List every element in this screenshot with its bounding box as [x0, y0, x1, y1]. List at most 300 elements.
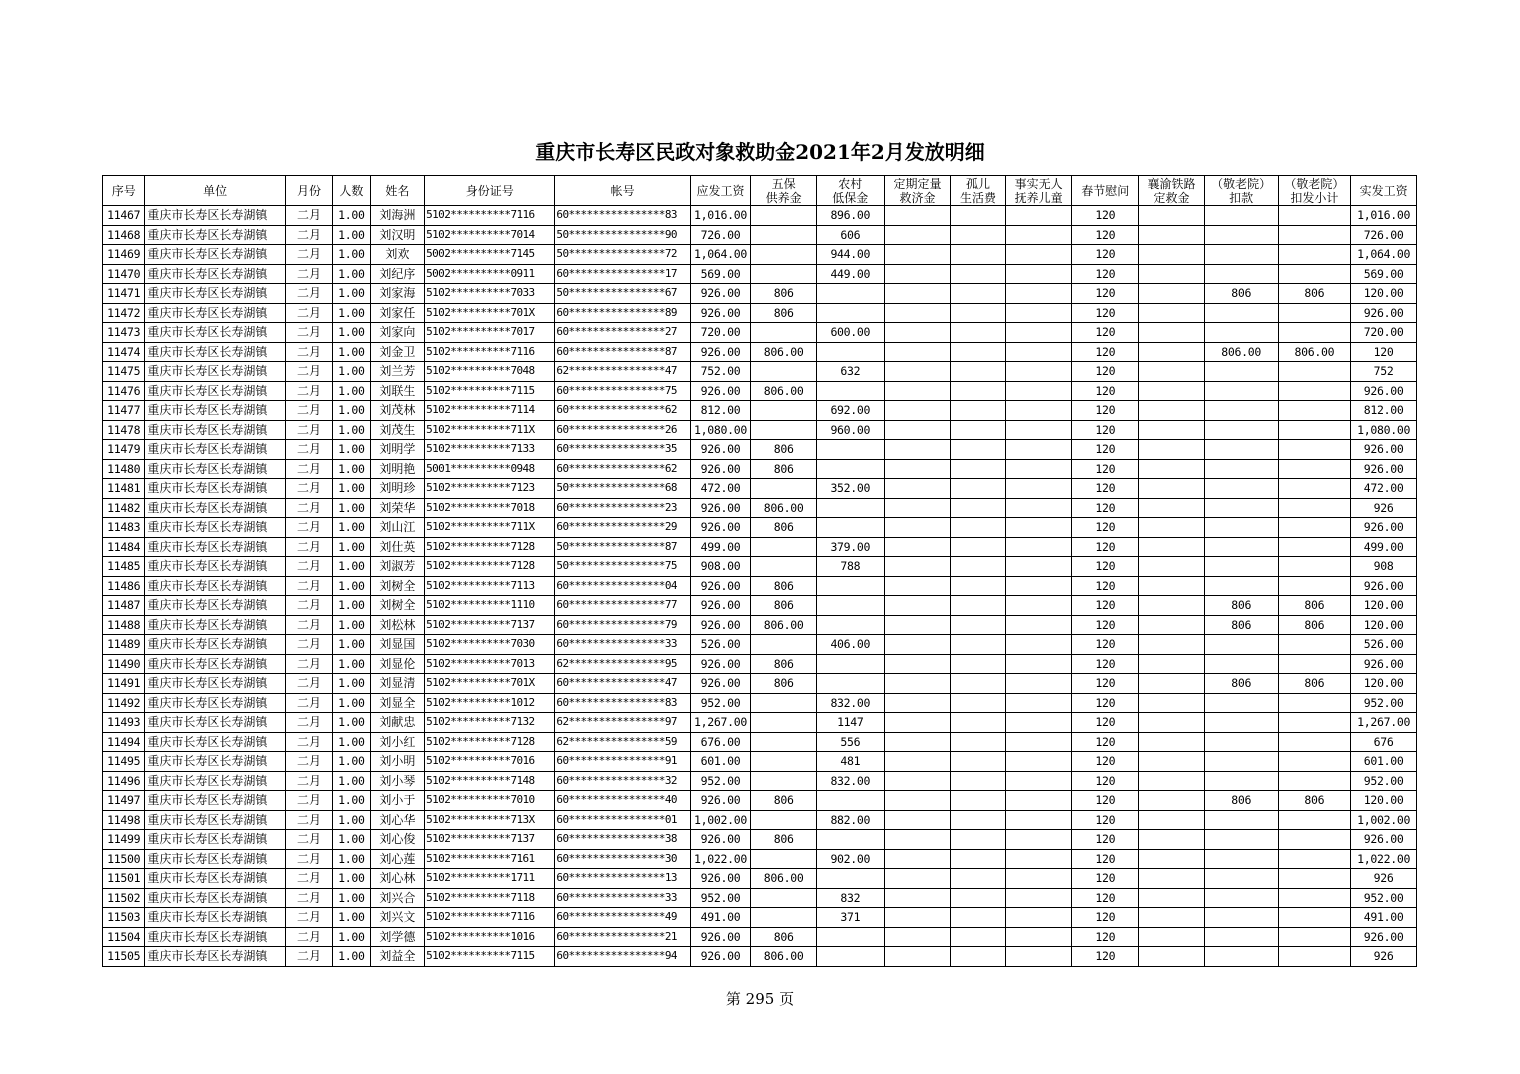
net-pay-cell: 926.00: [1351, 440, 1417, 460]
unsupported-child-cell: [1005, 615, 1072, 635]
month-cell: 二月: [285, 576, 332, 596]
id-number-cell: 5102**********7010: [425, 791, 555, 811]
orphan-cell: [951, 927, 1006, 947]
five-guarantee-cell: 806.00: [751, 615, 817, 635]
orphan-cell: [951, 947, 1006, 967]
name-cell: 刘小红: [370, 732, 425, 752]
id-number-cell: 5102**********7137: [425, 615, 555, 635]
unit-cell: 重庆市长寿区长寿湖镇: [145, 245, 285, 265]
deduction-subtotal-cell: [1278, 752, 1351, 772]
gross-pay-cell: 926.00: [690, 830, 751, 850]
five-guarantee-cell: [751, 732, 817, 752]
rural-minimum-cell: [816, 459, 884, 479]
name-cell: 刘小明: [370, 752, 425, 772]
unsupported-child-cell: [1005, 635, 1072, 655]
seq-cell: 11505: [103, 947, 145, 967]
five-guarantee-cell: [751, 557, 817, 577]
orphan-cell: [951, 908, 1006, 928]
five-guarantee-cell: [751, 849, 817, 869]
gross-pay-cell: 952.00: [690, 771, 751, 791]
count-cell: 1.00: [333, 479, 370, 499]
five-guarantee-cell: [751, 537, 817, 557]
name-cell: 刘学德: [370, 927, 425, 947]
five-guarantee-cell: [751, 401, 817, 421]
orphan-cell: [951, 518, 1006, 538]
net-pay-cell: 952.00: [1351, 771, 1417, 791]
unit-cell: 重庆市长寿区长寿湖镇: [145, 401, 285, 421]
id-number-cell: 5102**********7013: [425, 654, 555, 674]
deduction-cell: 806: [1204, 284, 1278, 304]
month-cell: 二月: [285, 596, 332, 616]
railway-relief-cell: [1139, 323, 1205, 343]
name-cell: 刘显伦: [370, 654, 425, 674]
deduction-subtotal-cell: [1278, 459, 1351, 479]
regular-relief-cell: [884, 596, 951, 616]
id-number-cell: 5102**********7048: [425, 362, 555, 382]
net-pay-cell: 926: [1351, 498, 1417, 518]
seq-cell: 11488: [103, 615, 145, 635]
month-cell: 二月: [285, 869, 332, 889]
rural-minimum-cell: [816, 615, 884, 635]
unsupported-child-cell: [1005, 830, 1072, 850]
month-cell: 二月: [285, 557, 332, 577]
five-guarantee-cell: [751, 323, 817, 343]
id-number-cell: 5102**********7128: [425, 537, 555, 557]
name-cell: 刘显国: [370, 635, 425, 655]
unsupported-child-cell: [1005, 752, 1072, 772]
deduction-cell: [1204, 206, 1278, 226]
seq-cell: 11480: [103, 459, 145, 479]
railway-relief-cell: [1139, 284, 1205, 304]
seq-cell: 11489: [103, 635, 145, 655]
table-row: [103, 888, 1417, 908]
orphan-cell: [951, 342, 1006, 362]
table-row: [103, 537, 1417, 557]
orphan-cell: [951, 420, 1006, 440]
festival-cell: 120: [1072, 654, 1139, 674]
deduction-cell: [1204, 771, 1278, 791]
regular-relief-cell: [884, 537, 951, 557]
orphan-cell: [951, 362, 1006, 382]
gross-pay-cell: 1,267.00: [690, 713, 751, 733]
orphan-cell: [951, 264, 1006, 284]
id-number-cell: 5102**********7128: [425, 732, 555, 752]
unsupported-child-cell: [1005, 264, 1072, 284]
seq-cell: 11474: [103, 342, 145, 362]
net-pay-cell: 1,267.00: [1351, 713, 1417, 733]
unit-cell: 重庆市长寿区长寿湖镇: [145, 557, 285, 577]
unit-cell: 重庆市长寿区长寿湖镇: [145, 420, 285, 440]
month-cell: 二月: [285, 440, 332, 460]
gross-pay-cell: 526.00: [690, 635, 751, 655]
count-cell: 1.00: [333, 440, 370, 460]
regular-relief-cell: [884, 498, 951, 518]
rural-minimum-cell: [816, 342, 884, 362]
deduction-subtotal-cell: [1278, 479, 1351, 499]
seq-cell: 11497: [103, 791, 145, 811]
regular-relief-cell: [884, 342, 951, 362]
net-pay-cell: 1,022.00: [1351, 849, 1417, 869]
count-cell: 1.00: [333, 830, 370, 850]
regular-relief-cell: [884, 752, 951, 772]
five-guarantee-cell: [751, 206, 817, 226]
festival-cell: 120: [1072, 947, 1139, 967]
festival-cell: 120: [1072, 284, 1139, 304]
festival-cell: 120: [1072, 713, 1139, 733]
unsupported-child-cell: [1005, 908, 1072, 928]
railway-relief-cell: [1139, 303, 1205, 323]
table-row: [103, 459, 1417, 479]
table-row: [103, 576, 1417, 596]
count-cell: 1.00: [333, 420, 370, 440]
name-cell: 刘小琴: [370, 771, 425, 791]
account-cell: 62****************95: [555, 654, 690, 674]
net-pay-cell: 1,064.00: [1351, 245, 1417, 265]
orphan-cell: [951, 596, 1006, 616]
seq-cell: 11502: [103, 888, 145, 908]
name-cell: 刘淑芳: [370, 557, 425, 577]
table-row: [103, 810, 1417, 830]
railway-relief-cell: [1139, 206, 1205, 226]
table-row: [103, 362, 1417, 382]
deduction-cell: [1204, 518, 1278, 538]
regular-relief-cell: [884, 927, 951, 947]
unit-cell: 重庆市长寿区长寿湖镇: [145, 596, 285, 616]
orphan-cell: [951, 888, 1006, 908]
column-header: 事实无人 抚养儿童: [1005, 176, 1072, 206]
rural-minimum-cell: 832.00: [816, 693, 884, 713]
railway-relief-cell: [1139, 557, 1205, 577]
count-cell: 1.00: [333, 557, 370, 577]
table-header: [103, 176, 1417, 206]
column-header: 月份: [285, 176, 332, 206]
festival-cell: 120: [1072, 401, 1139, 421]
railway-relief-cell: [1139, 518, 1205, 538]
column-header: 序号: [103, 176, 145, 206]
net-pay-cell: 908: [1351, 557, 1417, 577]
deduction-cell: [1204, 557, 1278, 577]
name-cell: 刘欢: [370, 245, 425, 265]
unit-cell: 重庆市长寿区长寿湖镇: [145, 771, 285, 791]
five-guarantee-cell: 806: [751, 791, 817, 811]
seq-cell: 11504: [103, 927, 145, 947]
count-cell: 1.00: [333, 654, 370, 674]
unsupported-child-cell: [1005, 245, 1072, 265]
deduction-subtotal-cell: [1278, 830, 1351, 850]
count-cell: 1.00: [333, 888, 370, 908]
unsupported-child-cell: [1005, 284, 1072, 304]
account-cell: 60****************26: [555, 420, 690, 440]
column-header: 姓名: [370, 176, 425, 206]
railway-relief-cell: [1139, 615, 1205, 635]
deduction-cell: [1204, 264, 1278, 284]
rural-minimum-cell: [816, 518, 884, 538]
net-pay-cell: 1,002.00: [1351, 810, 1417, 830]
name-cell: 刘显全: [370, 693, 425, 713]
unsupported-child-cell: [1005, 440, 1072, 460]
gross-pay-cell: 926.00: [690, 440, 751, 460]
rural-minimum-cell: 606: [816, 225, 884, 245]
orphan-cell: [951, 654, 1006, 674]
five-guarantee-cell: [751, 771, 817, 791]
five-guarantee-cell: [751, 752, 817, 772]
account-cell: 50****************75: [555, 557, 690, 577]
column-header: （敬老院） 扣款: [1204, 176, 1278, 206]
five-guarantee-cell: [751, 908, 817, 928]
unsupported-child-cell: [1005, 342, 1072, 362]
gross-pay-cell: 926.00: [690, 927, 751, 947]
gross-pay-cell: 1,064.00: [690, 245, 751, 265]
id-number-cell: 5102**********7123: [425, 479, 555, 499]
unsupported-child-cell: [1005, 849, 1072, 869]
column-header: 身份证号: [425, 176, 555, 206]
railway-relief-cell: [1139, 576, 1205, 596]
table-row: [103, 420, 1417, 440]
gross-pay-cell: 926.00: [690, 615, 751, 635]
railway-relief-cell: [1139, 596, 1205, 616]
festival-cell: 120: [1072, 342, 1139, 362]
deduction-subtotal-cell: [1278, 576, 1351, 596]
month-cell: 二月: [285, 771, 332, 791]
deduction-cell: [1204, 752, 1278, 772]
month-cell: 二月: [285, 264, 332, 284]
month-cell: 二月: [285, 849, 332, 869]
seq-cell: 11468: [103, 225, 145, 245]
deduction-subtotal-cell: 806: [1278, 284, 1351, 304]
railway-relief-cell: [1139, 713, 1205, 733]
deduction-cell: [1204, 654, 1278, 674]
deduction-subtotal-cell: 806.00: [1278, 342, 1351, 362]
seq-cell: 11496: [103, 771, 145, 791]
unsupported-child-cell: [1005, 713, 1072, 733]
table-row: [103, 284, 1417, 304]
month-cell: 二月: [285, 459, 332, 479]
seq-cell: 11479: [103, 440, 145, 460]
id-number-cell: 5102**********7116: [425, 342, 555, 362]
orphan-cell: [951, 206, 1006, 226]
header-row: [103, 176, 1417, 206]
rural-minimum-cell: [816, 284, 884, 304]
table-row: [103, 381, 1417, 401]
count-cell: 1.00: [333, 849, 370, 869]
id-number-cell: 5102**********1016: [425, 927, 555, 947]
name-cell: 刘显清: [370, 674, 425, 694]
festival-cell: 120: [1072, 459, 1139, 479]
gross-pay-cell: 926.00: [690, 381, 751, 401]
count-cell: 1.00: [333, 264, 370, 284]
net-pay-cell: 926.00: [1351, 381, 1417, 401]
festival-cell: 120: [1072, 810, 1139, 830]
table-row: [103, 693, 1417, 713]
count-cell: 1.00: [333, 732, 370, 752]
rural-minimum-cell: 1147: [816, 713, 884, 733]
unit-cell: 重庆市长寿区长寿湖镇: [145, 869, 285, 889]
table-row: [103, 596, 1417, 616]
id-number-cell: 5102**********7137: [425, 830, 555, 850]
orphan-cell: [951, 674, 1006, 694]
account-cell: 60****************89: [555, 303, 690, 323]
column-header: （敬老院） 扣发小计: [1278, 176, 1351, 206]
unit-cell: 重庆市长寿区长寿湖镇: [145, 732, 285, 752]
deduction-subtotal-cell: [1278, 771, 1351, 791]
account-cell: 60****************62: [555, 459, 690, 479]
railway-relief-cell: [1139, 245, 1205, 265]
name-cell: 刘荣华: [370, 498, 425, 518]
seq-cell: 11500: [103, 849, 145, 869]
five-guarantee-cell: 806: [751, 830, 817, 850]
railway-relief-cell: [1139, 381, 1205, 401]
seq-cell: 11499: [103, 830, 145, 850]
regular-relief-cell: [884, 576, 951, 596]
rural-minimum-cell: 788: [816, 557, 884, 577]
count-cell: 1.00: [333, 381, 370, 401]
account-cell: 60****************75: [555, 381, 690, 401]
unit-cell: 重庆市长寿区长寿湖镇: [145, 576, 285, 596]
rural-minimum-cell: [816, 303, 884, 323]
seq-cell: 11482: [103, 498, 145, 518]
id-number-cell: 5002**********0911: [425, 264, 555, 284]
table-row: [103, 830, 1417, 850]
orphan-cell: [951, 401, 1006, 421]
orphan-cell: [951, 615, 1006, 635]
rural-minimum-cell: [816, 927, 884, 947]
table-row: [103, 752, 1417, 772]
deduction-cell: [1204, 362, 1278, 382]
table-row: [103, 869, 1417, 889]
net-pay-cell: 926.00: [1351, 576, 1417, 596]
railway-relief-cell: [1139, 420, 1205, 440]
deduction-subtotal-cell: [1278, 732, 1351, 752]
count-cell: 1.00: [333, 713, 370, 733]
month-cell: 二月: [285, 791, 332, 811]
deduction-subtotal-cell: [1278, 498, 1351, 518]
rural-minimum-cell: 600.00: [816, 323, 884, 343]
unsupported-child-cell: [1005, 596, 1072, 616]
count-cell: 1.00: [333, 225, 370, 245]
unsupported-child-cell: [1005, 576, 1072, 596]
count-cell: 1.00: [333, 927, 370, 947]
seq-cell: 11492: [103, 693, 145, 713]
rural-minimum-cell: [816, 576, 884, 596]
railway-relief-cell: [1139, 537, 1205, 557]
id-number-cell: 5102**********713X: [425, 810, 555, 830]
deduction-cell: 806: [1204, 791, 1278, 811]
unit-cell: 重庆市长寿区长寿湖镇: [145, 518, 285, 538]
gross-pay-cell: 812.00: [690, 401, 751, 421]
festival-cell: 120: [1072, 245, 1139, 265]
table-row: [103, 440, 1417, 460]
unit-cell: 重庆市长寿区长寿湖镇: [145, 927, 285, 947]
regular-relief-cell: [884, 440, 951, 460]
name-cell: 刘益全: [370, 947, 425, 967]
net-pay-cell: 926.00: [1351, 303, 1417, 323]
column-header: 五保 供养金: [751, 176, 817, 206]
net-pay-cell: 472.00: [1351, 479, 1417, 499]
table-row: [103, 674, 1417, 694]
column-header: 春节慰问: [1072, 176, 1139, 206]
railway-relief-cell: [1139, 440, 1205, 460]
unsupported-child-cell: [1005, 459, 1072, 479]
five-guarantee-cell: [751, 810, 817, 830]
deduction-subtotal-cell: [1278, 401, 1351, 421]
account-cell: 60****************40: [555, 791, 690, 811]
regular-relief-cell: [884, 303, 951, 323]
id-number-cell: 5102**********7133: [425, 440, 555, 460]
rural-minimum-cell: 832: [816, 888, 884, 908]
deduction-cell: [1204, 635, 1278, 655]
table-row: [103, 245, 1417, 265]
seq-cell: 11491: [103, 674, 145, 694]
orphan-cell: [951, 284, 1006, 304]
name-cell: 刘联生: [370, 381, 425, 401]
unsupported-child-cell: [1005, 693, 1072, 713]
regular-relief-cell: [884, 635, 951, 655]
name-cell: 刘树全: [370, 576, 425, 596]
deduction-cell: [1204, 713, 1278, 733]
deduction-subtotal-cell: [1278, 440, 1351, 460]
seq-cell: 11469: [103, 245, 145, 265]
net-pay-cell: 926.00: [1351, 654, 1417, 674]
five-guarantee-cell: [751, 693, 817, 713]
deduction-subtotal-cell: [1278, 927, 1351, 947]
regular-relief-cell: [884, 713, 951, 733]
count-cell: 1.00: [333, 537, 370, 557]
railway-relief-cell: [1139, 225, 1205, 245]
deduction-subtotal-cell: [1278, 518, 1351, 538]
month-cell: 二月: [285, 342, 332, 362]
unsupported-child-cell: [1005, 810, 1072, 830]
regular-relief-cell: [884, 206, 951, 226]
seq-cell: 11484: [103, 537, 145, 557]
orphan-cell: [951, 479, 1006, 499]
month-cell: 二月: [285, 206, 332, 226]
deduction-subtotal-cell: [1278, 557, 1351, 577]
table-row: [103, 342, 1417, 362]
seq-cell: 11490: [103, 654, 145, 674]
net-pay-cell: 926: [1351, 869, 1417, 889]
festival-cell: 120: [1072, 537, 1139, 557]
id-number-cell: 5002**********7145: [425, 245, 555, 265]
unit-cell: 重庆市长寿区长寿湖镇: [145, 654, 285, 674]
account-cell: 60****************13: [555, 869, 690, 889]
regular-relief-cell: [884, 791, 951, 811]
account-cell: 60****************23: [555, 498, 690, 518]
gross-pay-cell: 908.00: [690, 557, 751, 577]
seq-cell: 11498: [103, 810, 145, 830]
regular-relief-cell: [884, 284, 951, 304]
account-cell: 62****************97: [555, 713, 690, 733]
unit-cell: 重庆市长寿区长寿湖镇: [145, 713, 285, 733]
month-cell: 二月: [285, 654, 332, 674]
count-cell: 1.00: [333, 693, 370, 713]
festival-cell: 120: [1072, 869, 1139, 889]
five-guarantee-cell: [751, 225, 817, 245]
rural-minimum-cell: 960.00: [816, 420, 884, 440]
rural-minimum-cell: 832.00: [816, 771, 884, 791]
gross-pay-cell: 726.00: [690, 225, 751, 245]
month-cell: 二月: [285, 927, 332, 947]
month-cell: 二月: [285, 362, 332, 382]
five-guarantee-cell: [751, 635, 817, 655]
festival-cell: 120: [1072, 479, 1139, 499]
unit-cell: 重庆市长寿区长寿湖镇: [145, 440, 285, 460]
id-number-cell: 5102**********701X: [425, 303, 555, 323]
gross-pay-cell: 926.00: [690, 791, 751, 811]
rural-minimum-cell: 556: [816, 732, 884, 752]
net-pay-cell: 499.00: [1351, 537, 1417, 557]
deduction-subtotal-cell: [1278, 654, 1351, 674]
count-cell: 1.00: [333, 576, 370, 596]
